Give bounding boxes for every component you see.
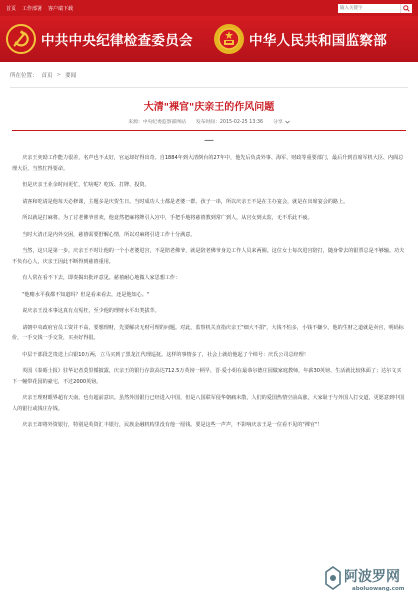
breadcrumb-sep: > (56, 71, 62, 78)
article-paragraph: 所以就是打麻将。为了讨老佛爷喜欢，他竟然把麻将牌引入宫中，手把手地将慈禧教到常广到人，从宫女到太监，无不乐此不疲。 (22, 215, 313, 221)
breadcrumb-label: 所在位置： (10, 72, 38, 79)
article-paragraph: 请朝中央政府官员工资并不高，要想理财，先要解决无财可理的问题。对此，监察机关直指庆亲王"细大不捐"，大钱不怕多，小钱不嫌少。他的生财之道就是卖官，明码标价，一手交钱一手交货，买卖好得很。 (12, 324, 404, 341)
article-paragraph: 当时大清正是内外交困，慈禧需要舒解心情，所以对麻将引进工作十分满意。 (22, 231, 196, 238)
breadcrumb-home[interactable]: 首页 (41, 72, 53, 79)
mos-title: 中华人民共和国监察部 (249, 33, 387, 49)
article-paragraph: 中层干部段芝贵送上白银10万两，立马买到了黑龙江代理巡抚。这样的事情多了，社会上就给他起了个绰号：庆氏公司总经理！ (22, 351, 309, 358)
article-paragraph: 庆亲王却将外资银行，特别是英资汇丰银行，民族金融机构里没有他一厘钱。要是这些一声声，不影响庆亲王是一位看不见的"裸官"！ (22, 422, 323, 428)
article (0, 98, 418, 431)
top-link-work[interactable]: 工作部署 (22, 5, 43, 12)
watermark-cn: 阿波罗网 (344, 569, 400, 585)
watermark-en: aboluowang.com (352, 586, 405, 592)
article-paragraph: 说庆亲王没本事这真有点冤枉，至少他的理财水平出类拔萃。 (22, 308, 160, 314)
share-label: 分享 (273, 120, 283, 125)
article-paragraph: 有人常在看不下去，即奏揭出批评意见。慈禧耐心地做人家思想工作： (22, 275, 181, 281)
article-meta (12, 118, 406, 131)
breadcrumb (10, 62, 408, 88)
article-paragraph: 庆亲王奕劻工作能力很差，名声也不太好，官运却好得出奇。自1884年到大清倒台的27年中，他先后负责外事、海军、财政等重要部门，最后升到首席军机大臣、内阁总理大臣，当然忙得要命。 (12, 155, 404, 172)
top-utility-bar (0, 0, 418, 16)
article-paragraph: 但是庆亲王业余时间更忙，忙啥呢？吃饭、打牌、投资。 (22, 182, 150, 188)
article-title: 大清"裸官"庆亲王的作风问题 (143, 102, 275, 113)
watermark (324, 566, 416, 596)
search-button[interactable] (400, 4, 412, 13)
top-links (6, 5, 73, 12)
article-paragraph: 英国《泰晤士报》驻华记者莫里循披露，庆亲王的银行存款高达712.5万英镑一柄早，晋·爱小姐在最恭尔德庄园做家庭教师，年薪30英镑，生活就比较体面了；达尔文买下一幢带花园的豪宅，不过2000英镑。 (12, 368, 402, 385)
article-source: 来源：中央纪委监察部网站 (128, 120, 186, 125)
site-banner (0, 16, 418, 62)
party-emblem-icon (6, 24, 36, 54)
banner-right (214, 24, 387, 54)
article-time: 发布时间：2015-02-25 13:36 (195, 120, 264, 125)
share-button[interactable] (273, 118, 290, 125)
breadcrumb-news[interactable]: 要闻 (65, 72, 77, 79)
top-link-client[interactable]: 客户端下载 (48, 5, 74, 12)
national-emblem-icon (214, 24, 244, 54)
ccdi-title: 中共中央纪律检查委员会 (41, 33, 193, 49)
top-link-home[interactable]: 首页 (6, 5, 17, 12)
search-input[interactable] (338, 4, 400, 13)
article-paragraph: "他赌水平我都不知道吗？但是看来看去，还是他知心。" (22, 291, 150, 298)
search-icon (403, 5, 410, 12)
article-paragraph: 当然，这只是第一步。庆亲王不时让他的一个小老婆进宫，不是陪老佛爷，就是陪老佛爷身边工作人员来两圈。这位女士每次进宫陪打，随身带去的银票总是不够输。功夫不负有心人，庆亲王因此不断得到慈禧重用。 (12, 248, 405, 265)
article-paragraph: 请客和吃请是他每天必修课，主题多是庆贺生日。当时成功人士都是老婆一群、孩子一串，所以庆亲王不是在主办宴会，就是在出席宴会的路上。 (22, 198, 349, 205)
search-box (338, 4, 412, 13)
watermark-logo-icon (324, 566, 342, 590)
chevron-down-icon (285, 120, 290, 124)
article-paragraph: 庆亲王理财眼界超有天南，也有超前意识。虽然外国银行已经进入中国，但是八国联军侵华朝痛未散，人们的爱国热情空前高涨，大家耻于与外国人打交道，更愿意到中国人的银行或钱庄存钱。 (12, 395, 405, 412)
breadcrumb-wrap (0, 62, 418, 88)
article-divider: — (204, 135, 214, 146)
